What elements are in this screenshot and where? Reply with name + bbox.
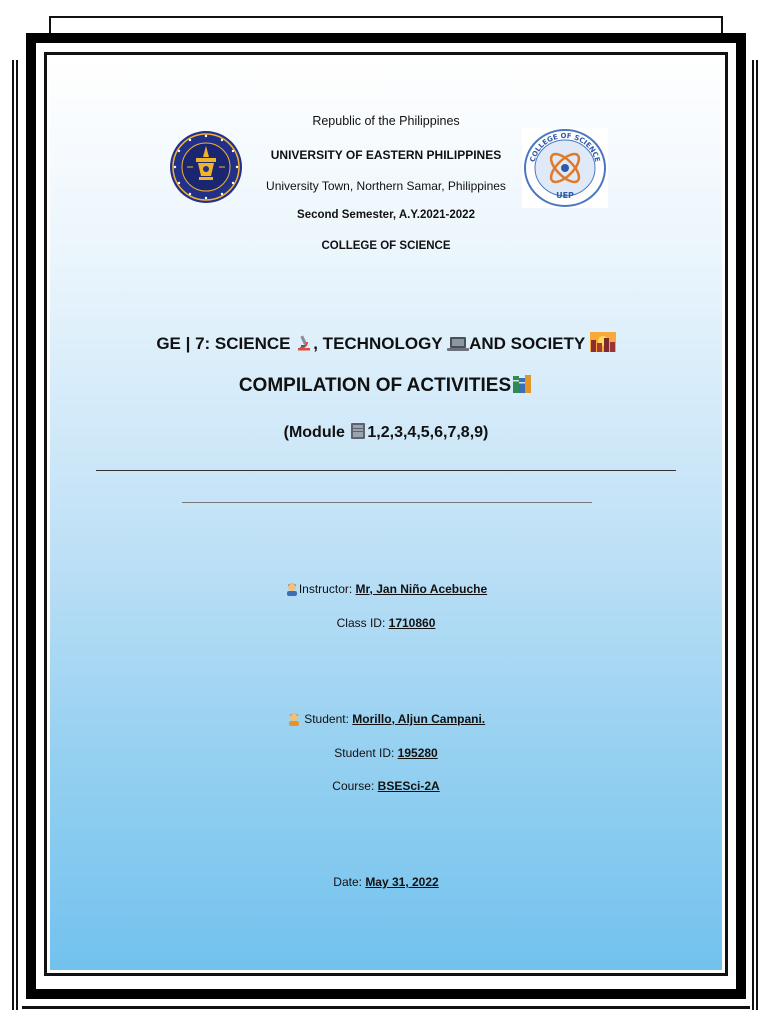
date-line (50, 875, 722, 889)
class-id-label: Class ID: (336, 616, 386, 630)
student-id-value: 195280 (397, 746, 438, 760)
date-label: Date: (333, 875, 362, 889)
underline-rule-short (182, 502, 592, 503)
module-label: (Module (283, 424, 345, 441)
course-title-part-3: AND SOCIETY (469, 334, 585, 353)
module-numbers: 1,2,3,4,5,6,7,8,9) (367, 424, 489, 441)
student-label: Student: (304, 712, 349, 726)
course-title-part-2: , TECHNOLOGY (313, 334, 443, 353)
student-id-label: Student ID: (334, 746, 395, 760)
compilation-title-text: COMPILATION OF ACTIVITIES (238, 375, 512, 396)
course-title (50, 332, 722, 357)
instructor-line (50, 582, 722, 599)
course-value: BSESci-2A (377, 779, 440, 793)
svg-text:COLLEGE OF SCIENCE: COLLEGE OF SCIENCE (528, 131, 602, 163)
semester-text: Second Semester, A.Y.2021-2022 (297, 209, 475, 221)
college-of-science-logo (522, 128, 608, 208)
course-title-part-1: GE | 7: SCIENCE (156, 334, 291, 353)
student-id-line (50, 746, 722, 760)
city-sunset-icon (590, 332, 616, 357)
laptop-icon (447, 336, 469, 357)
page-border-bottom (22, 1006, 750, 1009)
student-name: Morillo, Aljun Campani. (352, 712, 486, 726)
cover-page (50, 58, 722, 970)
date-value: May 31, 2022 (365, 875, 439, 889)
instructor-label: Instructor: (298, 582, 353, 596)
page-border-left (12, 60, 18, 1010)
student-icon (287, 712, 301, 729)
university-name: UNIVERSITY OF EASTERN PHILIPPINES (270, 148, 502, 162)
notebook-icon (349, 422, 367, 445)
svg-text:UEP: UEP (556, 191, 574, 200)
class-id-value: 1710860 (388, 616, 436, 630)
teacher-icon (285, 582, 299, 599)
microscope-icon (295, 334, 313, 357)
books-icon (511, 374, 533, 400)
class-id-line (50, 616, 722, 630)
course-label: Course: (332, 779, 375, 793)
compilation-title (50, 374, 722, 400)
college-name: COLLEGE OF SCIENCE (321, 240, 451, 252)
instructor-name: Mr, Jan Niño Acebuche (355, 582, 488, 596)
university-address: University Town, Northern Samar, Philippines (266, 179, 506, 193)
republic-text: Republic of the Philippines (312, 114, 460, 128)
page-border-right (752, 60, 758, 1010)
course-line (50, 779, 722, 793)
underline-rule-long (96, 470, 676, 471)
student-line (50, 712, 722, 729)
module-list (50, 422, 722, 445)
